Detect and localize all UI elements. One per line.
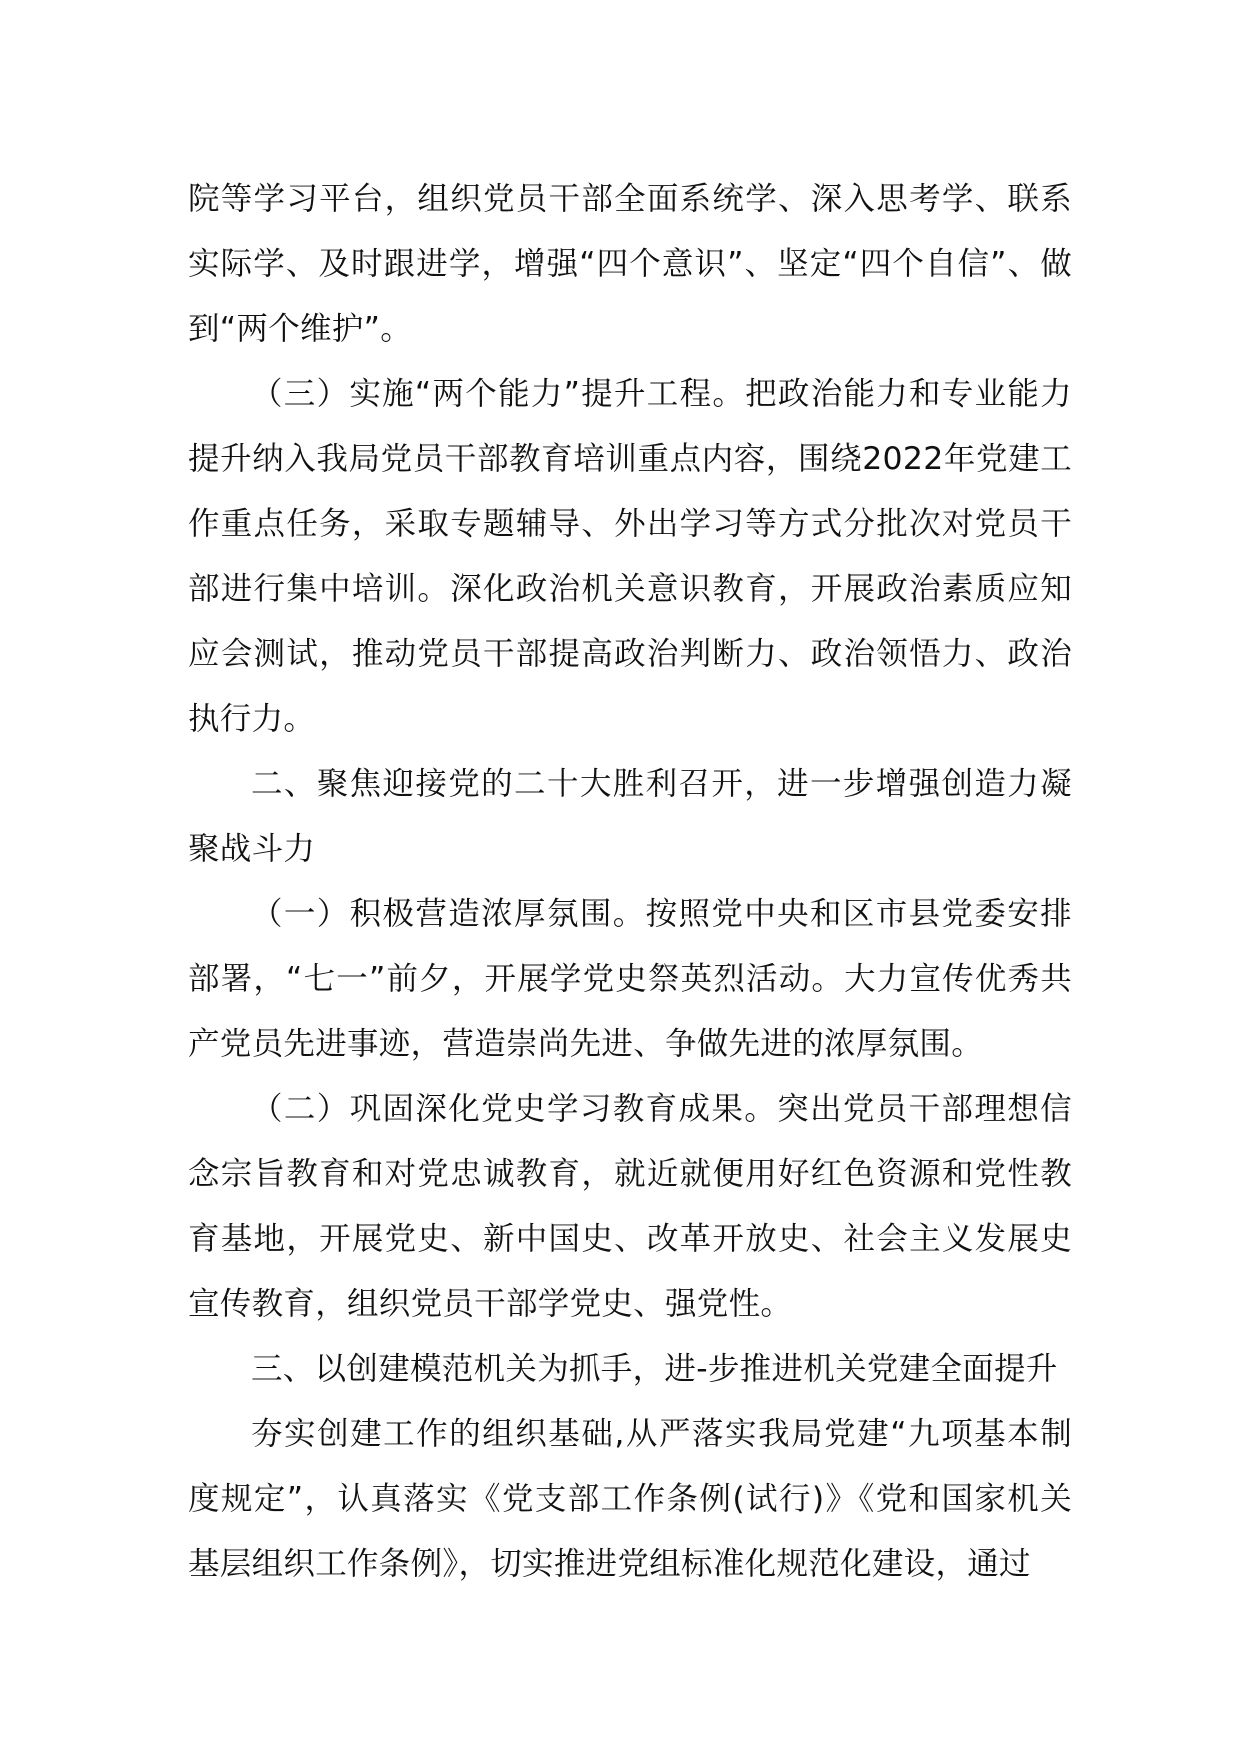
section-heading-3: 三、以创建模范机关为抓手，进-步推进机关党建全面提升 xyxy=(251,1351,1058,1387)
paragraph-4: （二）巩固深化党史学习教育成果。突出党员干部理想信念宗旨教育和对党忠诚教育，就近就便用好红色资源和党性教育基地，开展党史、新中国史、改革开放史、社会主义发展史宣传教育，组织党员干部学党史、强党性。 xyxy=(188,1091,1072,1322)
paragraph-3: （一）积极营造浓厚氛围。按照党中央和区市县党委安排部署，“七一”前夕，开展学党史祭英烈活动。大力宣传优秀共产党员先进事迹，营造崇尚先进、争做先进的浓厚氛围。 xyxy=(188,896,1072,1062)
paragraph-2: （三）实施“两个能力”提升工程。把政治能力和专业能力提升纳入我局党员干部教育培训重点内容，围绕2022年党建工作重点任务，采取专题辅导、外出学习等方式分批次对党员干部进行集中培训。深化政治机关意识教育，开展政治素质应知应会测试，推动党员干部提高政治判断力、政治领悟力、政治执行力。 xyxy=(188,376,1072,737)
paragraph-1: 院等学习平台，组织党员干部全面系统学、深入思考学、联系实际学、及时跟进学，增强“四个意识”、坚定“四个自信”、做到“两个维护”。 xyxy=(188,181,1072,347)
paragraph-5: 夯实创建工作的组织基础,从严落实我局党建“九项基本制度规定”，认真落实《党支部工作条例(试行)》《党和国家机关基层组织工作条例》，切实推进党组标准化规范化建设，通过 xyxy=(188,1416,1072,1582)
section-heading-2: 二、聚焦迎接党的二十大胜利召开，进一步增强创造力凝聚战斗力 xyxy=(188,766,1072,867)
